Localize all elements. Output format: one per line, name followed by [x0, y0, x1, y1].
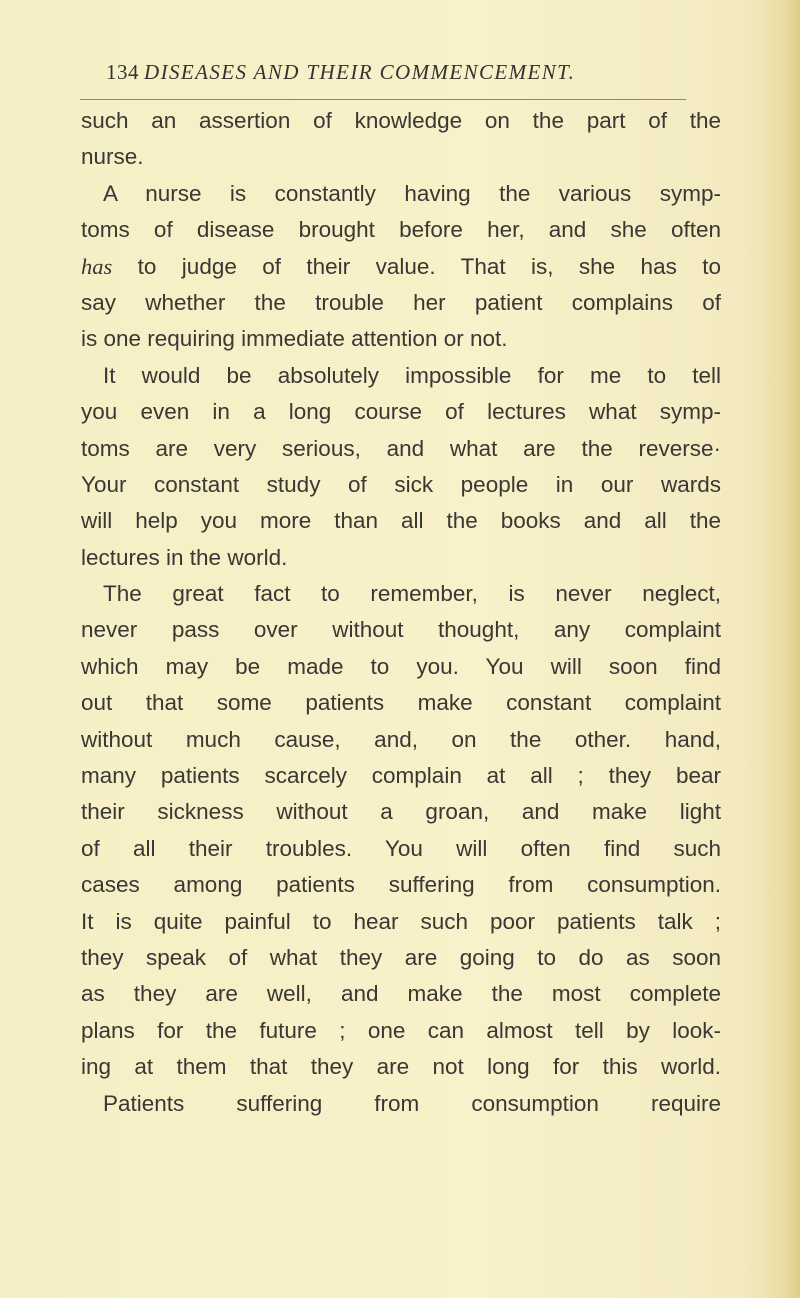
text-line: never pass over without thought, any complaint [81, 617, 721, 643]
text-line: ing at them that they are not long for this world. [81, 1054, 721, 1080]
text-line: their sickness without a groan, and make light [81, 799, 721, 825]
text-line: plans for the future ; one can almost tell by look- [81, 1017, 721, 1043]
text-line: has to judge of their value. That is, she has to [81, 253, 721, 279]
text-line: as they are well, and make the most complete [81, 981, 721, 1007]
text-line: lectures in the world. [81, 544, 288, 570]
page-number: 134 [106, 60, 139, 84]
text-line: out that some patients make constant complaint [81, 690, 721, 716]
text-line: nurse. [81, 144, 144, 170]
text-line: toms of disease brought before her, and she often [81, 217, 721, 243]
header-rule [80, 99, 686, 100]
text-line: which may be made to you. You will soon find [81, 653, 721, 679]
text-line: many patients scarcely complain at all ; they bear [81, 763, 721, 789]
paragraph-start-line: It would be absolutely impossible for me to tell [103, 362, 721, 388]
text-line: say whether the trouble her patient complains of [81, 289, 721, 315]
text-line: toms are very serious, and what are the reverse· [81, 435, 721, 461]
text-line: such an assertion of knowledge on the part of the [81, 108, 721, 133]
paragraph-start-line: Patients suffering from consumption require [103, 1090, 721, 1116]
text-line: is one requiring immediate attention or not. [81, 326, 508, 352]
text-line: It is quite painful to hear such poor patients talk ; [81, 908, 721, 934]
page-edge-shadow [786, 0, 800, 1298]
paragraph-start-line: A nurse is constantly having the various symp- [103, 180, 721, 206]
text-line: Your constant study of sick people in our wards [81, 471, 721, 497]
text-line: they speak of what they are going to do as soon [81, 944, 721, 970]
paragraph-start-line: The great fact to remember, is never neglect, [103, 581, 721, 607]
text-line: cases among patients suffering from consumption. [81, 872, 721, 898]
text-line: will help you more than all the books and all the [81, 508, 721, 534]
text-line: of all their troubles. You will often find such [81, 835, 721, 861]
italic-word: has [81, 253, 113, 279]
page-header [106, 60, 696, 94]
text-line: without much cause, and, on the other. hand, [81, 726, 721, 752]
running-title: DISEASES AND THEIR COMMENCEMENT. [144, 60, 576, 84]
text-line: you even in a long course of lectures what symp- [81, 399, 721, 425]
body-text [81, 103, 721, 1122]
